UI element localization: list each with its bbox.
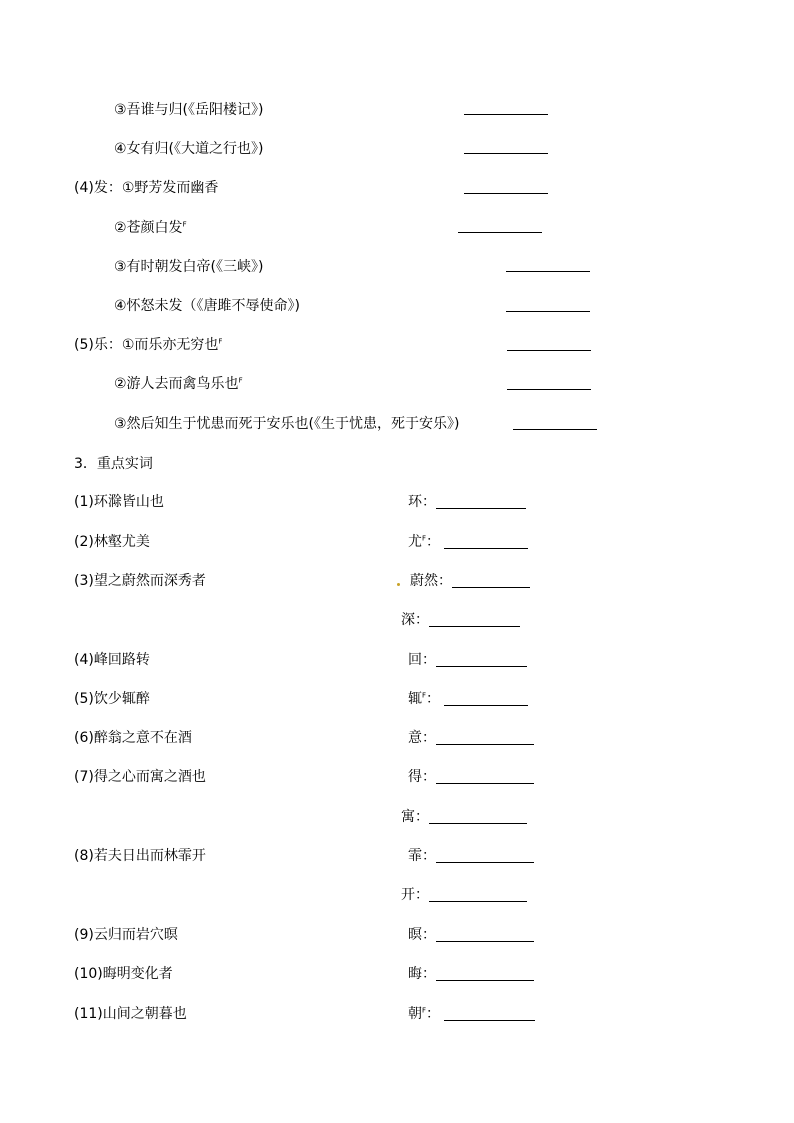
- item-text: ④怀怒未发（《唐雎不辱使命》): [114, 298, 301, 314]
- item-text: ③有时朝发白帝(《三峡》): [114, 259, 264, 275]
- word-label: 蔚然：: [410, 573, 452, 589]
- answer-blank[interactable]: [506, 271, 590, 272]
- answer-blank[interactable]: [429, 626, 520, 627]
- sentence-text: (6)醉翁之意不在酒: [74, 730, 192, 746]
- word-label: 回：: [408, 652, 436, 668]
- answer-blank[interactable]: [436, 744, 534, 745]
- answer-blank[interactable]: [436, 783, 534, 784]
- sentence-text: (7)得之心而寓之酒也: [74, 769, 206, 785]
- word-label: 环：: [408, 494, 436, 510]
- item-text: ③吾谁与归(《岳阳楼记》): [114, 102, 264, 118]
- superscript-mark: F: [238, 376, 243, 385]
- superscript-mark: F: [218, 337, 223, 346]
- word-label: 意：: [408, 730, 436, 746]
- word-label: 暝：: [408, 927, 436, 943]
- answer-blank[interactable]: [436, 980, 534, 981]
- word-label: 辄$^F$：: [408, 691, 441, 707]
- word-label: 晦：: [408, 966, 436, 982]
- superscript-mark: F: [422, 691, 427, 700]
- word-label: 朝$^F$：: [408, 1006, 441, 1022]
- answer-blank[interactable]: [464, 153, 548, 154]
- answer-blank[interactable]: [452, 587, 530, 588]
- answer-blank[interactable]: [436, 941, 534, 942]
- word-label: 开：: [401, 887, 429, 903]
- answer-blank[interactable]: [458, 232, 542, 233]
- item-text: (4)发：①野芳发而幽香: [74, 180, 219, 196]
- answer-blank[interactable]: [464, 114, 548, 115]
- section-3-heading: 3．重点实词: [74, 456, 153, 472]
- answer-blank[interactable]: [429, 823, 527, 824]
- superscript-mark: F: [422, 1006, 427, 1015]
- sentence-text: (3)望之蔚然而深秀者: [74, 573, 206, 589]
- answer-blank[interactable]: [507, 350, 591, 351]
- word-label: 尤$^F$：: [408, 534, 441, 550]
- answer-blank[interactable]: [436, 862, 534, 863]
- answer-blank[interactable]: [436, 666, 527, 667]
- word-label: 寓：: [401, 809, 429, 825]
- superscript-mark: F: [182, 220, 187, 229]
- sentence-text: (11)山间之朝暮也: [74, 1006, 187, 1022]
- answer-blank[interactable]: [507, 389, 591, 390]
- word-label: 深：: [401, 612, 429, 628]
- answer-blank[interactable]: [506, 311, 590, 312]
- answer-blank[interactable]: [444, 1020, 535, 1021]
- superscript-mark: F: [422, 534, 427, 543]
- item-text: ②游人去而禽鸟乐也$^F$: [114, 376, 243, 392]
- sentence-text: (5)饮少辄醉: [74, 691, 150, 707]
- sentence-text: (2)林壑尤美: [74, 534, 150, 550]
- sentence-text: (4)峰回路转: [74, 652, 150, 668]
- sentence-text: (10)晦明变化者: [74, 966, 173, 982]
- item-text: ④女有归(《大道之行也》): [114, 141, 264, 157]
- stray-dot: [397, 583, 400, 586]
- answer-blank[interactable]: [513, 429, 597, 430]
- answer-blank[interactable]: [436, 508, 526, 509]
- item-text: (5)乐：①而乐亦无穷也$^F$: [74, 337, 223, 353]
- word-label: 得：: [408, 769, 436, 785]
- answer-blank[interactable]: [444, 705, 528, 706]
- item-text: ③然后知生于忧患而死于安乐也(《生于忧患，死于安乐》): [114, 416, 460, 432]
- sentence-text: (9)云归而岩穴暝: [74, 927, 178, 943]
- word-label: 霏：: [408, 848, 436, 864]
- answer-blank[interactable]: [464, 193, 548, 194]
- item-text: ②苍颜白发$^F$: [114, 220, 187, 236]
- answer-blank[interactable]: [429, 901, 527, 902]
- sentence-text: (8)若夫日出而林霏开: [74, 848, 206, 864]
- sentence-text: (1)环滁皆山也: [74, 494, 164, 510]
- answer-blank[interactable]: [444, 548, 528, 549]
